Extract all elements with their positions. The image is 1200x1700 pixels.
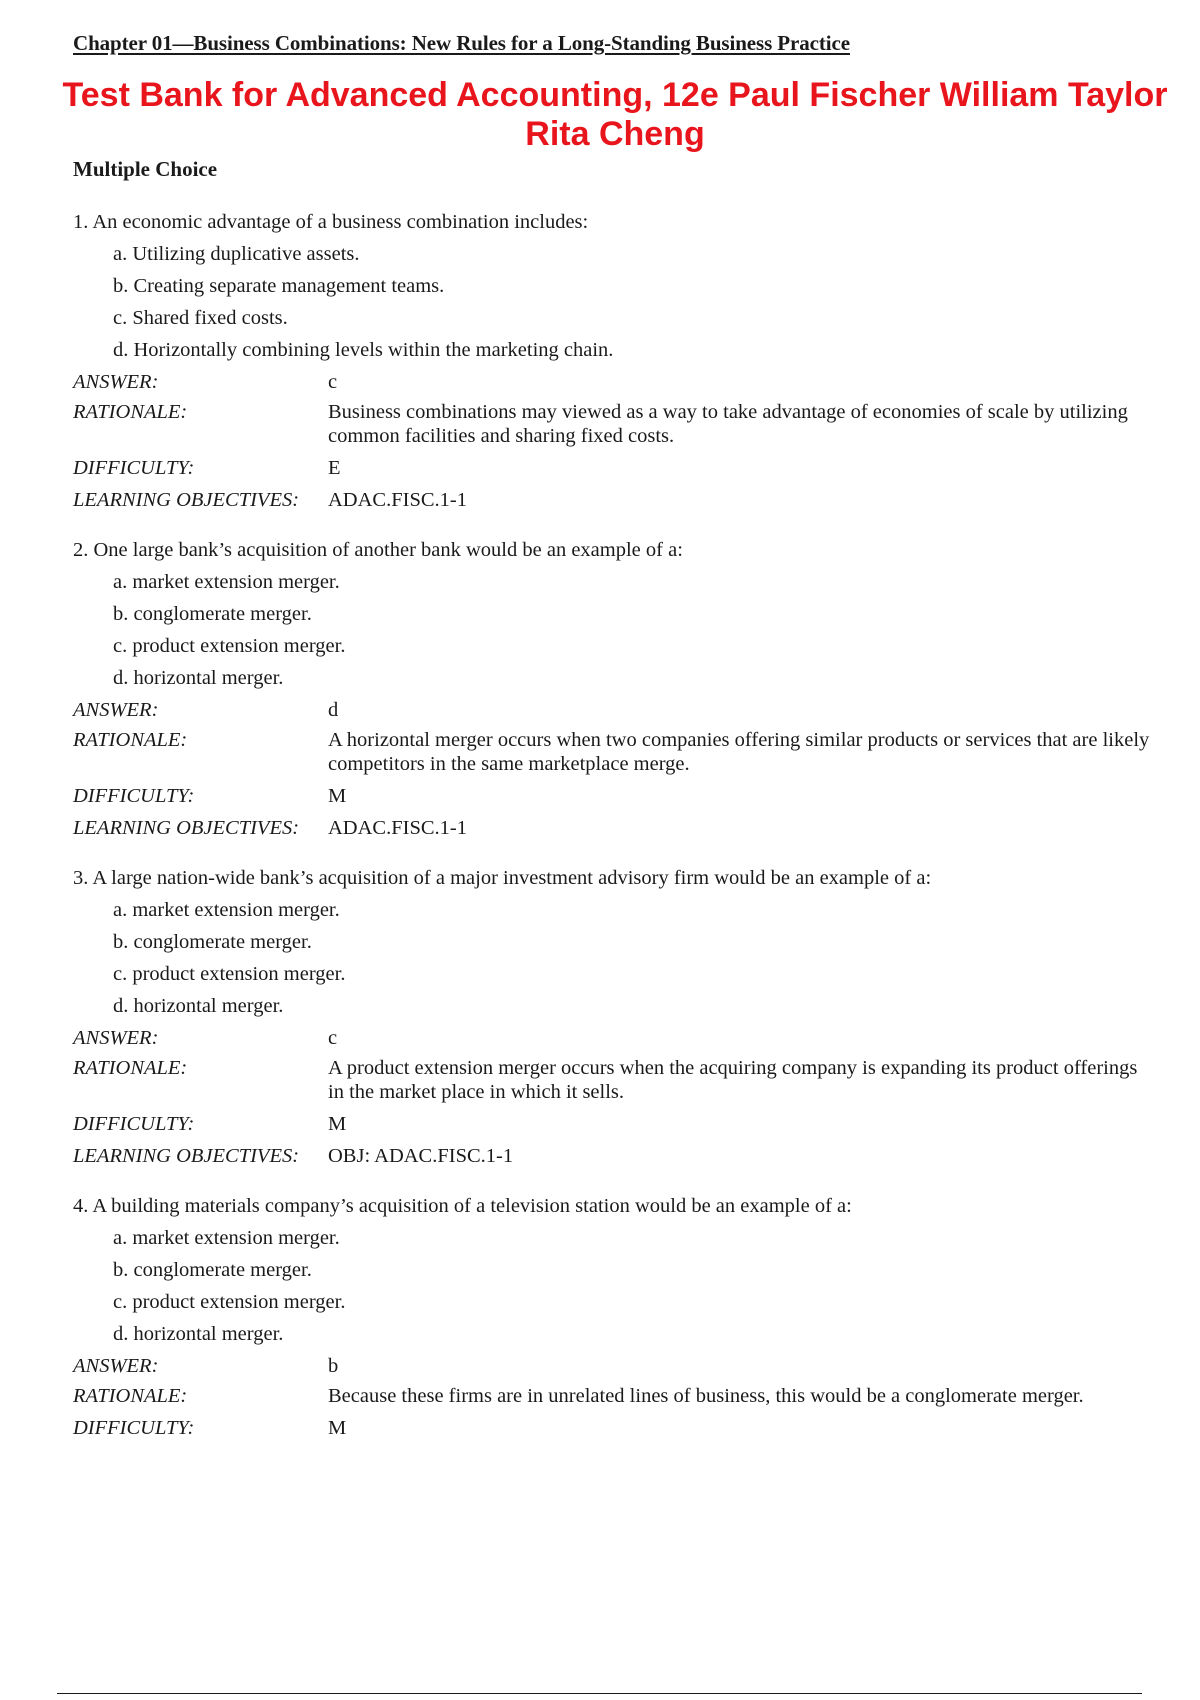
question-3: [73, 863, 1153, 1168]
section-heading: Multiple Choice: [73, 157, 218, 181]
difficulty-value: M: [328, 1417, 347, 1439]
footer-divider: [57, 1693, 1142, 1694]
rationale-text: Because these firms are in unrelated lines of business, this would be a conglomerate merger.: [328, 1385, 1084, 1407]
question-list: [73, 207, 1153, 1463]
answer-options: [73, 1222, 1153, 1350]
difficulty-label: DIFFICULTY:: [73, 785, 195, 807]
objectives-label: LEARNING OBJECTIVES:: [73, 1145, 300, 1167]
rationale-row: [73, 400, 1153, 448]
answer-options: [73, 894, 1153, 1022]
question-stem: 3. A large nation-wide bank’s acquisition of a major investment advisory firm would be an example of a:: [73, 867, 932, 889]
chapter-header: Chapter 01—Business Combinations: New Rules for a Long-Standing Business Practice: [73, 31, 850, 55]
option-b: b. conglomerate merger.: [113, 931, 312, 953]
question-stem: 2. One large bank’s acquisition of another bank would be an example of a:: [73, 539, 683, 561]
rationale-label: RATIONALE:: [73, 401, 188, 423]
objectives-value: ADAC.FISC.1-1: [328, 489, 467, 511]
answer-label: ANSWER:: [73, 699, 159, 721]
option-c: c. product extension merger.: [113, 963, 346, 985]
option-a: a. Utilizing duplicative assets.: [113, 243, 360, 265]
answer-value: c: [328, 1027, 338, 1049]
option-c: c. product extension merger.: [113, 1291, 346, 1313]
option-d: d. horizontal merger.: [113, 1323, 284, 1345]
difficulty-label: DIFFICULTY:: [73, 1113, 195, 1135]
rationale-text: A horizontal merger occurs when two companies offering similar products or services that are likely competitors in the same marketplace merge.: [328, 729, 1150, 775]
answer-options: [73, 566, 1153, 694]
objectives-row: [73, 816, 1153, 840]
question-1: [73, 207, 1153, 512]
answer-row: [73, 698, 1153, 722]
difficulty-label: DIFFICULTY:: [73, 457, 195, 479]
option-d: d. horizontal merger.: [113, 667, 284, 689]
objectives-value: ADAC.FISC.1-1: [328, 817, 467, 839]
objectives-label: LEARNING OBJECTIVES:: [73, 489, 300, 511]
rationale-text: Business combinations may viewed as a way to take advantage of economies of scale by utilizing common facilities and sharing fixed costs.: [328, 401, 1128, 447]
option-d: d. horizontal merger.: [113, 995, 284, 1017]
difficulty-row: [73, 1112, 1153, 1136]
rationale-text: A product extension merger occurs when the acquiring company is expanding its product offerings in the market place in which it sells.: [328, 1057, 1138, 1103]
option-d: d. Horizontally combining levels within the marketing chain.: [113, 339, 614, 361]
objectives-label: LEARNING OBJECTIVES:: [73, 817, 300, 839]
option-a: a. market extension merger.: [113, 899, 340, 921]
difficulty-value: M: [328, 785, 347, 807]
rationale-label: RATIONALE:: [73, 729, 188, 751]
objectives-row: [73, 1144, 1153, 1168]
question-2: [73, 535, 1153, 840]
option-b: b. Creating separate management teams.: [113, 275, 445, 297]
question-stem: 4. A building materials company’s acquisition of a television station would be an example of a:: [73, 1195, 852, 1217]
question-stem: 1. An economic advantage of a business combination includes:: [73, 211, 589, 233]
difficulty-row: [73, 456, 1153, 480]
answer-row: [73, 1354, 1153, 1378]
question-4: [73, 1191, 1153, 1440]
answer-value: c: [328, 371, 338, 393]
option-a: a. market extension merger.: [113, 571, 340, 593]
answer-label: ANSWER:: [73, 371, 159, 393]
answer-row: [73, 1026, 1153, 1050]
answer-label: ANSWER:: [73, 1027, 159, 1049]
document-title: Test Bank for Advanced Accounting, 12e Paul Fischer William Taylor Rita Cheng: [62, 76, 1168, 153]
rationale-label: RATIONALE:: [73, 1385, 188, 1407]
answer-options: [73, 238, 1153, 366]
rationale-row: [73, 1056, 1153, 1104]
answer-value: b: [328, 1355, 339, 1377]
option-a: a. market extension merger.: [113, 1227, 340, 1249]
difficulty-value: E: [328, 457, 341, 479]
rationale-row: [73, 1384, 1153, 1408]
rationale-row: [73, 728, 1153, 776]
answer-label: ANSWER:: [73, 1355, 159, 1377]
option-b: b. conglomerate merger.: [113, 1259, 312, 1281]
difficulty-label: DIFFICULTY:: [73, 1417, 195, 1439]
answer-row: [73, 370, 1153, 394]
rationale-label: RATIONALE:: [73, 1057, 188, 1079]
objectives-row: [73, 488, 1153, 512]
answer-value: d: [328, 699, 339, 721]
difficulty-row: [73, 1416, 1153, 1440]
objectives-value: OBJ: ADAC.FISC.1-1: [328, 1145, 514, 1167]
option-b: b. conglomerate merger.: [113, 603, 312, 625]
difficulty-value: M: [328, 1113, 347, 1135]
difficulty-row: [73, 784, 1153, 808]
option-c: c. product extension merger.: [113, 635, 346, 657]
option-c: c. Shared fixed costs.: [113, 307, 288, 329]
